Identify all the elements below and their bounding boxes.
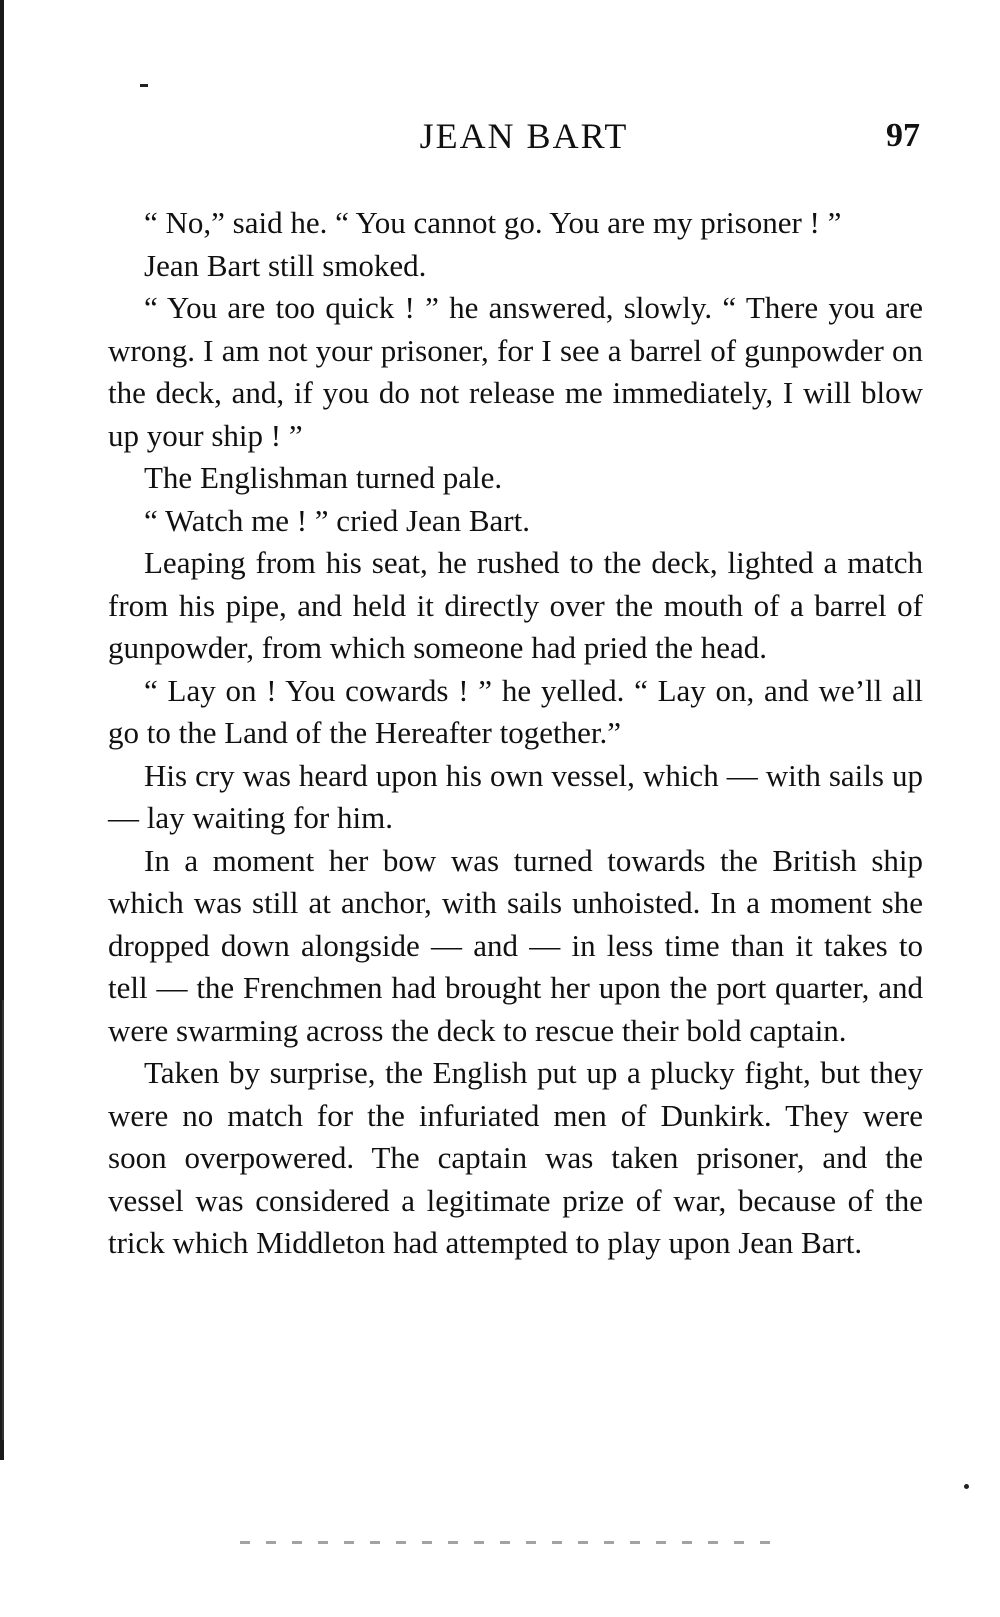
- paragraph: “ Watch me ! ” cried Jean Bart.: [144, 502, 530, 538]
- page-header: [108, 112, 920, 160]
- paragraph: Taken by surprise, the English put up a plucky fight, but they were no match for the infuriated men of Dunkirk. They were soon overpowered. The captain was taken prisoner, and the vessel was considered a legitimate prize of war, because of the trick which Middleton had attempted to play upon Jean Bart.: [108, 1055, 923, 1260]
- paragraph: “ No,” said he. “ You cannot go. You are my prisoner ! ”: [144, 205, 842, 240]
- running-head: JEAN BART: [419, 116, 629, 156]
- print-artifact: [240, 1541, 770, 1544]
- paragraph: Leaping from his seat, he rushed to the deck, lighted a match from his pipe, and held it directly over the mouth of a barrel of gunpowder, from which someone had pried the head.: [108, 545, 923, 665]
- body-text: [108, 202, 923, 1265]
- page-edge-rule-lower: [2, 1000, 4, 1440]
- page-number: 97: [886, 117, 920, 154]
- paragraph: Jean Bart still smoked.: [144, 247, 427, 283]
- paragraph: In a moment her bow was turned towards the British ship which was still at anchor, with sails unhoisted. In a moment she dropped down alongside — and — in less time than it takes to tell — the Frenchmen had brought her upon the port quarter, and were swarming across the deck to rescue their bold captain.: [108, 842, 923, 1048]
- paragraph: “ Lay on ! You cowards ! ” he yelled. “ Lay on, and we’ll all go to the Land of the Hereafter together.”: [108, 672, 923, 750]
- paragraph: “ You are too quick ! ” he answered, slowly. “ There you are wrong. I am not your prisoner, for I see a barrel of gunpowder on the deck, and, if you do not release me immediately, I will blow up your ship ! ”: [108, 290, 923, 453]
- print-speck: [964, 1484, 969, 1489]
- paragraph: The Englishman turned pale.: [144, 460, 503, 495]
- paragraph: His cry was heard upon his own vessel, which — with sails up — lay waiting for him.: [108, 757, 923, 835]
- print-speck: [140, 84, 148, 87]
